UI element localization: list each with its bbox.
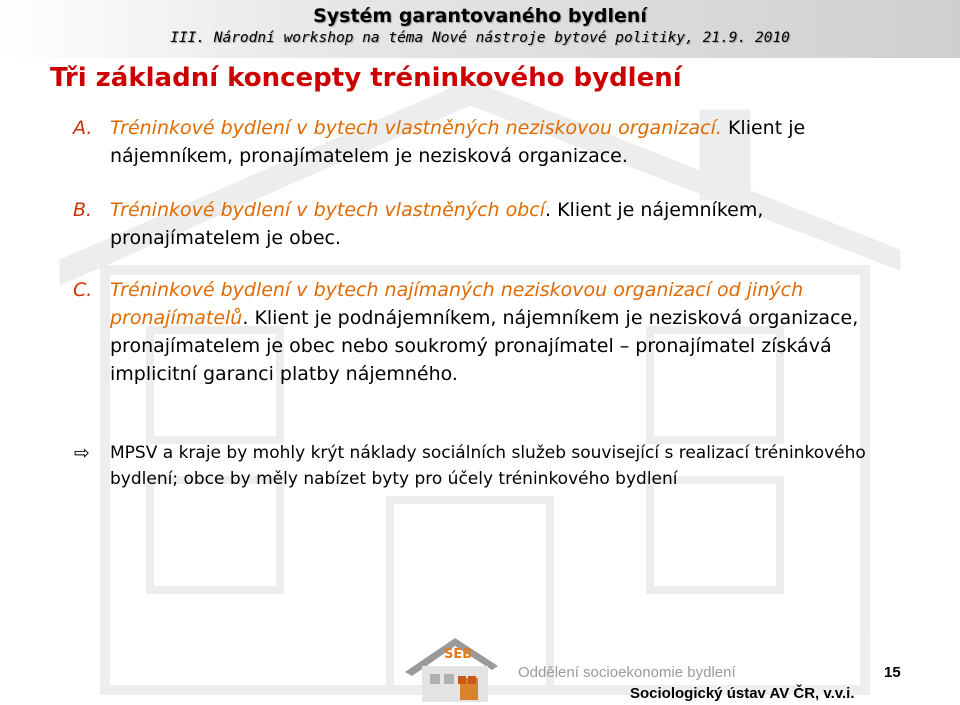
item-text: Klient je nájemníkem, pronajímatelem je nezisková organizace.: [110, 117, 806, 167]
logo-text: SEB: [444, 647, 473, 662]
item-text: . Klient je nájemníkem, pronajímatelem je obec.: [110, 199, 764, 249]
header-title: Systém garantovaného bydlení: [313, 5, 647, 27]
list-marker: B.: [73, 199, 93, 221]
list-marker: A.: [73, 117, 93, 139]
arrow-item-text: MPSV a kraje by mohly krýt náklady sociálních služeb související s realizací tréninkového bydlení; obce by měly nabízet byty pro účely tréninkového bydlení: [110, 443, 866, 489]
item-highlight: Tréninkové bydlení v bytech najímaných neziskovou organizací od jiných pronajímatelů: [110, 279, 804, 329]
item-highlight: Tréninkové bydlení v bytech vlastněných neziskovou organizací.: [110, 117, 722, 139]
item-text: . Klient je podnájemníkem, nájemníkem je nezisková organizace, pronajímatelem je obec nebo soukromý pronajímatel – pronajímatel získává implicitní garanci platby nájemného.: [110, 307, 859, 385]
arrow-icon: ⇨: [74, 442, 90, 464]
slide-title: Tři základní koncepty tréninkového bydlení: [50, 63, 682, 93]
list-marker: C.: [73, 279, 93, 301]
page-number: 15: [884, 664, 901, 681]
header-subtitle: III. Národní workshop na téma Nové nástroje bytové politiky, 21.9. 2010: [170, 30, 790, 46]
footer-department: Oddělení socioekonomie bydlení: [518, 664, 736, 681]
seb-logo: [400, 632, 500, 702]
footer-institute: Sociologický ústav AV ČR, v.v.i.: [630, 685, 855, 702]
item-highlight: Tréninkové bydlení v bytech vlastněných obcí: [110, 199, 546, 221]
slide-header: [0, 0, 960, 58]
